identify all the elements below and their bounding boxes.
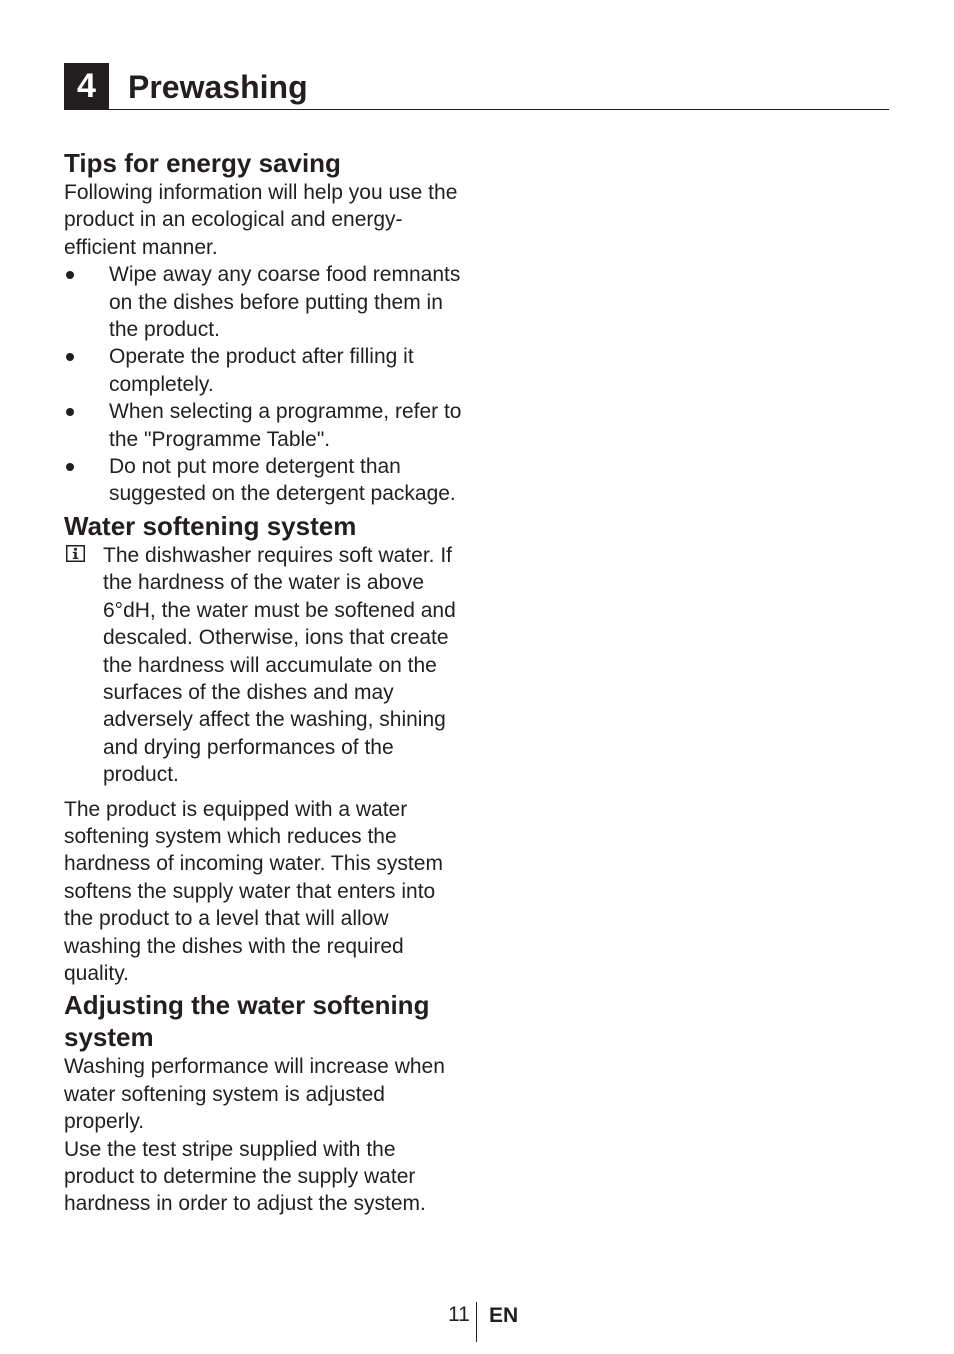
adjusting-paragraph-2: Use the test stripe supplied with the product to determine the supply water hardness in order to adjust the system. bbox=[64, 1137, 426, 1216]
info-icon bbox=[66, 545, 85, 562]
section-heading-water-softening: Water softening system bbox=[64, 510, 357, 541]
list-item bbox=[64, 398, 464, 453]
main-content bbox=[64, 147, 464, 1218]
list-item bbox=[64, 261, 464, 343]
bullet-icon bbox=[66, 353, 74, 361]
bullet-icon bbox=[66, 271, 74, 279]
list-item-text: Wipe away any coarse food remnants on the dishes before putting them in the product. bbox=[109, 263, 461, 342]
page-number: 11 bbox=[448, 1303, 470, 1326]
info-note bbox=[64, 542, 464, 789]
language-code: EN bbox=[489, 1304, 519, 1327]
list-item-text: When selecting a programme, refer to the "Programme Table". bbox=[109, 400, 462, 451]
chapter-header bbox=[64, 63, 889, 110]
energy-saving-tips-list bbox=[64, 261, 464, 508]
section-heading-adjusting-softening: Adjusting the water softening system bbox=[64, 990, 430, 1053]
list-item bbox=[64, 343, 464, 398]
list-item-text: Do not put more detergent than suggested on the detergent package. bbox=[109, 455, 456, 506]
energy-saving-intro: Following information will help you use the product in an ecological and energy-efficient manner. bbox=[64, 181, 458, 259]
chapter-number-badge: 4 bbox=[64, 63, 109, 109]
footer-divider bbox=[476, 1302, 477, 1342]
adjusting-paragraph-1: Washing performance will increase when water softening system is adjusted properly. bbox=[64, 1055, 445, 1134]
list-item-text: Operate the product after filling it completely. bbox=[109, 345, 414, 396]
bullet-icon bbox=[66, 408, 74, 416]
info-note-text: The dishwasher requires soft water. If the hardness of the water is above 6°dH, the water must be softened and descaled. Otherwise, ions that create the hardness will accumulate on the surfaces of the dishes and may adversely affect the washing, shining and drying performances of the product. bbox=[103, 543, 456, 787]
section-heading-energy-saving: Tips for energy saving bbox=[64, 148, 341, 178]
chapter-title: Prewashing bbox=[128, 69, 308, 105]
water-softening-body: The product is equipped with a water softening system which reduces the hardness of incoming water. This system softens the supply water that enters into the product to a level that will allow washing the dishes with the required quality. bbox=[64, 797, 443, 985]
list-item bbox=[64, 453, 464, 508]
bullet-icon bbox=[66, 463, 74, 471]
